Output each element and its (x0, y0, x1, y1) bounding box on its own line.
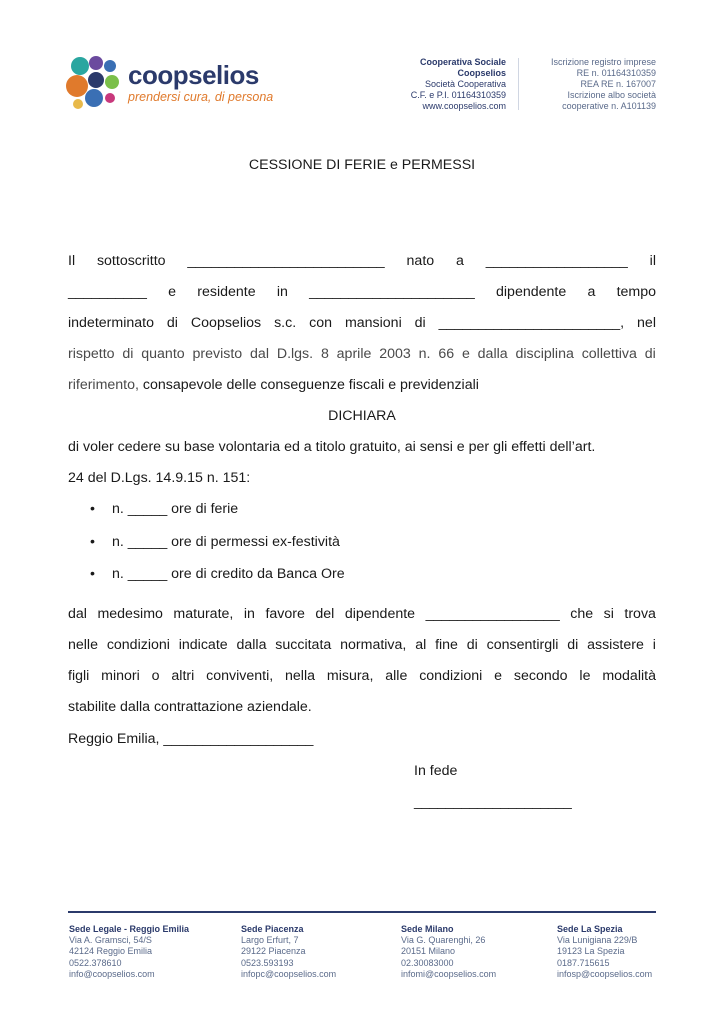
word: con (309, 315, 332, 331)
word: favore (265, 606, 305, 622)
word: i (652, 637, 656, 653)
office-city: 19123 La Spezia (557, 946, 625, 957)
word: 66 (438, 346, 455, 362)
word: dal (68, 606, 87, 622)
word: di (122, 346, 134, 362)
word: altri (171, 668, 195, 684)
dichiara-heading: DICHIARA (328, 408, 396, 424)
list-item (90, 501, 238, 517)
office-title: Sede La Spezia (557, 924, 623, 934)
word: n. (418, 346, 431, 362)
letterhead (0, 0, 724, 120)
word: quanto (141, 346, 185, 362)
word: di (567, 637, 579, 653)
bullet-icon: • (90, 566, 95, 582)
awareness-clause: consapevole delle conseguenze fiscali e previdenziali (138, 377, 479, 393)
company-info (380, 57, 506, 112)
body-line-1 (68, 253, 656, 273)
word: di (414, 315, 426, 331)
company-info-line: C.F. e P.I. 01164310359 (410, 90, 506, 100)
office-phone: 02.30083000 (401, 957, 454, 968)
beneficiary-field-blank: _________________ (425, 606, 560, 622)
word: residente (197, 284, 256, 300)
office-email: infomi@coopselios.com (401, 968, 497, 979)
word: Coopselios (190, 315, 262, 331)
word: collettiva (581, 346, 637, 362)
office-phone: 0187.715615 (557, 957, 610, 968)
registry-info-line: cooperative n. A101139 (562, 101, 656, 111)
word: e (461, 346, 470, 362)
word: D.lgs. (276, 346, 314, 362)
body-line-2 (68, 284, 656, 304)
body-line-11: stabilite dalla contrattazione aziendale. (68, 699, 312, 715)
list-item (90, 534, 340, 550)
word: fine (435, 637, 458, 653)
word: conviventi, (206, 668, 274, 684)
word: condizioni (106, 637, 170, 653)
office-email: infopc@coopselios.com (241, 968, 337, 979)
word: di (466, 637, 478, 653)
word: sottoscritto (96, 253, 166, 269)
list-item (90, 566, 345, 582)
word: nella (285, 668, 316, 684)
word: a (456, 253, 464, 269)
word: di (166, 315, 178, 331)
brand-name: coopselios (128, 60, 259, 90)
word: indicate (178, 637, 228, 653)
body-line-8 (68, 606, 656, 626)
header-divider (518, 58, 519, 110)
word: in (243, 606, 255, 622)
word: e (494, 668, 503, 684)
word: a (587, 284, 596, 300)
word: che (570, 606, 594, 622)
body-line-7: 24 del D.Lgs. 14.9.15 n. 151: (68, 470, 251, 486)
role-field-blank: _______________________, (438, 315, 625, 331)
word: si (603, 606, 614, 622)
office-city: 20151 Milano (401, 946, 456, 957)
word: succitata (275, 637, 332, 653)
footer-office-milano (401, 924, 496, 980)
word: di (644, 346, 656, 362)
word: aprile (336, 346, 372, 362)
word: dipendente (344, 606, 416, 622)
word: 8 (320, 346, 329, 362)
word: dal (250, 346, 269, 362)
word: o (151, 668, 160, 684)
office-city: 42124 Reggio Emilia (69, 946, 153, 957)
coopselios-logo (66, 54, 274, 112)
word: consentirgli (486, 637, 559, 653)
company-website: www.coopselios.com (422, 101, 506, 111)
office-title: Sede Piacenza (241, 924, 304, 934)
company-info-line: Società Cooperativa (424, 79, 506, 89)
footer-office-piacenza (241, 924, 336, 980)
birthplace-field-blank: __________________ (485, 253, 628, 269)
word: condizioni (419, 668, 483, 684)
word: in (276, 284, 288, 300)
company-info-line: Coopselios (457, 68, 506, 78)
office-phone: 0523.593193 (241, 957, 294, 968)
list-item-text: n. _____ ore di credito da Banca Ore (112, 566, 345, 582)
word: dalla (477, 346, 508, 362)
list-item-text: n. _____ ore di permessi ex-festività (112, 534, 340, 550)
word: previsto (192, 346, 243, 362)
word: disciplina (515, 346, 574, 362)
word: il (649, 253, 656, 269)
body-line-5 (68, 377, 656, 397)
office-address: Via G. Quarenghi, 26 (401, 935, 486, 946)
word: medesimo (97, 606, 163, 622)
word: al (415, 637, 427, 653)
word: e (168, 284, 177, 300)
office-title: Sede Legale - Reggio Emilia (69, 924, 190, 934)
word: nelle (68, 637, 98, 653)
registry-info-line: Iscrizione albo società (567, 90, 656, 100)
word: figli (68, 668, 90, 684)
registry-info (530, 57, 656, 112)
word: nel (637, 315, 656, 331)
footer-office-la-spezia (557, 924, 652, 980)
footer-office-reggio-emilia (69, 924, 189, 980)
body-line-4 (68, 346, 656, 366)
word: tempo (616, 284, 656, 300)
word: trova (624, 606, 656, 622)
word: riferimento, (68, 377, 139, 393)
in-fede-label: In fede (414, 763, 458, 779)
word: 2003 (379, 346, 411, 362)
word: assistere (587, 637, 644, 653)
birthdate-field-blank: __________ (68, 284, 147, 300)
office-title: Sede Milano (401, 924, 454, 934)
footer-divider (68, 911, 656, 913)
word: alle (385, 668, 408, 684)
word: minori (101, 668, 140, 684)
word: Il (68, 253, 76, 269)
word: mansioni (344, 315, 402, 331)
document-title: CESSIONE DI FERIE e PERMESSI (248, 157, 476, 173)
body-line-3 (68, 315, 656, 335)
word: nato (406, 253, 435, 269)
registry-info-line: RE n. 01164310359 (576, 68, 656, 78)
office-phone: 0522.378610 (69, 957, 122, 968)
bullet-icon: • (90, 534, 95, 550)
office-address: Largo Erfurt, 7 (241, 935, 299, 946)
office-email: info@coopselios.com (69, 968, 155, 979)
word: normativa, (340, 637, 407, 653)
word: dalla (236, 637, 267, 653)
word: dipendente (496, 284, 567, 300)
name-field-blank: _________________________ (187, 253, 385, 269)
residence-field-blank: _____________________ (309, 284, 475, 300)
registry-info-line: REA RE n. 167007 (580, 79, 656, 89)
word: maturate, (173, 606, 234, 622)
word: modalità (602, 668, 656, 684)
signature-line: ____________________ (414, 794, 572, 810)
body-line-6: di voler cedere su base volontaria ed a titolo gratuito, ai sensi e per gli effetti dell’art. (68, 439, 596, 455)
office-address: Via Lunigiana 229/B (557, 935, 638, 946)
word: le (579, 668, 591, 684)
body-line-9 (68, 637, 656, 657)
place-date-line: Reggio Emilia, ___________________ (68, 731, 314, 747)
office-city: 29122 Piacenza (241, 946, 306, 957)
word: misura, (326, 668, 374, 684)
body-line-10 (68, 668, 656, 688)
word: del (315, 606, 335, 622)
company-info-line: Cooperativa Sociale (419, 57, 506, 67)
logo-circles-icon (66, 54, 126, 112)
brand-tagline: prendersi cura, di persona (128, 90, 274, 104)
word: indeterminato (68, 315, 154, 331)
bullet-icon: • (90, 501, 95, 517)
word: s.c. (274, 315, 297, 331)
office-email: infosp@coopselios.com (557, 968, 653, 979)
list-item-text: n. _____ ore di ferie (112, 501, 239, 517)
word: secondo (513, 668, 568, 684)
registry-info-line: Iscrizione registro imprese (550, 57, 656, 67)
word: rispetto (68, 346, 115, 362)
office-address: Via A. Gramsci, 54/S (69, 935, 152, 946)
